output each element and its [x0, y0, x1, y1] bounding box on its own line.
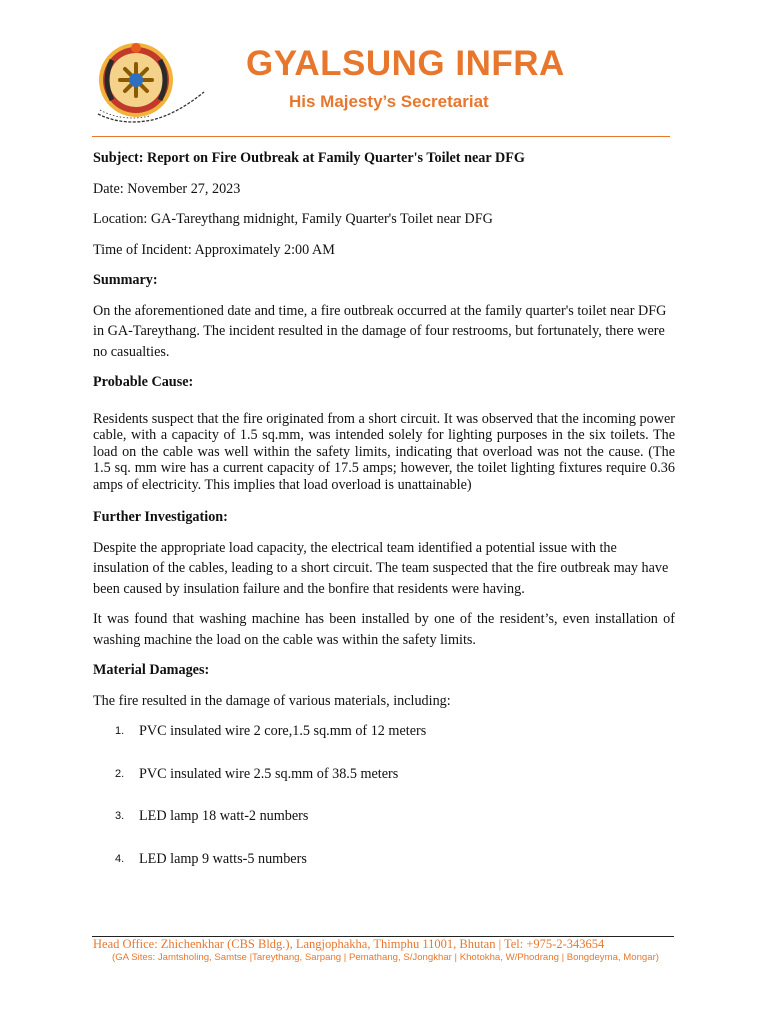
report-location: Location: GA-Tareythang midnight, Family Quarter's Toilet near DFG — [93, 211, 493, 227]
royal-emblem-icon — [92, 40, 210, 128]
list-item-number: 1. — [115, 725, 125, 737]
list-item — [93, 721, 675, 742]
damages-heading: Material Damages: — [93, 662, 210, 678]
summary-text: On the aforementioned date and time, a fire outbreak occurred at the family quarter's toilet near DFG in GA-Tareythang. The incident resulted in the damage of four restrooms, but fortunately, there were no casualties. — [93, 302, 667, 360]
summary-heading: Summary: — [93, 272, 158, 288]
report-subject: Subject: Report on Fire Outbreak at Family Quarter's Toilet near DFG — [93, 150, 525, 166]
list-item — [93, 849, 675, 870]
cause-text: Residents suspect that the fire originated from a short circuit. It was observed that the incoming power cable, with a capacity of 1.5 sq.mm, was intended solely for lighting purposes in the six toilets. The load on the cable was well within the safety limits, indicating that overload was not the cause. (The 1.5 sq. mm wire has a current capacity of 17.5 amps; however, the toilet lighting fixtures require 0.36 amps of electricity. This implies that load overload is unattainable) — [93, 410, 675, 493]
footer-address: Head Office: Zhichenkhar (CBS Bldg.), Langjophakha, Thimphu 11001, Bhutan | Tel: +975-2-343654 — [93, 937, 605, 951]
header-divider — [92, 136, 670, 137]
org-name: GYALSUNG INFRA — [246, 44, 565, 83]
list-item — [93, 764, 675, 785]
footer-sites: (GA Sites: Jamtsholing, Samtse |Tareythang, Sarpang | Pemathang, S/Jongkhar | Khotokha, W/Phodrang | Bongdeyma, Mongar) — [112, 952, 659, 963]
cause-heading: Probable Cause: — [93, 374, 194, 390]
damages-list — [93, 721, 675, 869]
damages-intro: The fire resulted in the damage of various materials, including: — [93, 692, 451, 709]
list-item-text: LED lamp 18 watt-2 numbers — [139, 808, 309, 824]
org-subtitle: His Majesty’s Secretariat — [289, 92, 489, 111]
report-body — [93, 148, 675, 891]
list-item-text: PVC insulated wire 2 core,1.5 sq.mm of 12 meters — [139, 723, 427, 739]
list-item-number: 4. — [115, 852, 125, 865]
list-item-text: PVC insulated wire 2.5 sq.mm of 38.5 meters — [139, 765, 399, 782]
report-date: Date: November 27, 2023 — [93, 180, 241, 197]
list-item — [93, 806, 675, 827]
investigation-heading: Further Investigation: — [93, 509, 228, 525]
report-time: Time of Incident: Approximately 2:00 AM — [93, 241, 335, 258]
washing-machine-text: It was found that washing machine has been installed by one of the resident’s, even installation of washing machine the load on the cable was within the safety limits. — [93, 611, 675, 648]
list-item-number: 3. — [115, 810, 125, 822]
list-item-text: LED lamp 9 watts-5 numbers — [139, 850, 307, 867]
investigation-text: Despite the appropriate load capacity, the electrical team identified a potential issue with the insulation of the cables, leading to a short circuit. The team suspected that the fire outbreak may have been caused by insulation failure and the bonfire that residents were having. — [93, 539, 669, 597]
list-item-number: 2. — [115, 767, 125, 780]
